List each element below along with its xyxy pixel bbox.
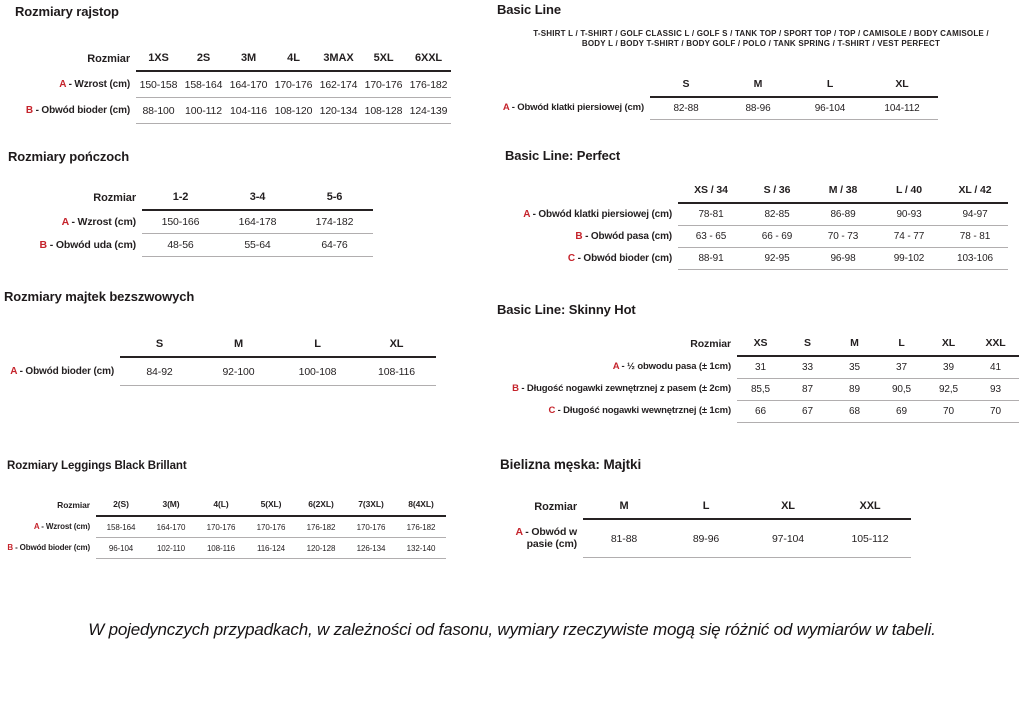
measure-key-letter: A <box>515 526 523 539</box>
size-table-basic-line <box>471 74 938 120</box>
size-value: 92-95 <box>744 248 810 270</box>
size-value: 176-182 <box>396 516 446 538</box>
size-value: 35 <box>831 356 878 379</box>
size-value: 70 <box>925 401 972 423</box>
size-value: 74 - 77 <box>876 226 942 248</box>
measure-key-letter: A <box>61 215 69 228</box>
measurement-label: A - Obwód bioder (cm) <box>10 365 114 377</box>
size-column-header: 4(L) <box>196 496 246 516</box>
size-value: 48-56 <box>142 234 219 257</box>
size-value: 41 <box>972 356 1019 379</box>
size-value: 176-182 <box>406 71 451 98</box>
size-column-header: 3M <box>226 48 271 71</box>
size-value: 97-104 <box>747 519 829 558</box>
section-title-rozmiary-majtek-bezszwowych: Rozmiary majtek bezszwowych <box>4 289 195 304</box>
size-column-header: XS / 34 <box>678 180 744 203</box>
measurement-label: C - Obwód bioder (cm) <box>567 252 672 264</box>
size-value: 55-64 <box>219 234 296 257</box>
measurement-label: A - Wzrost (cm) <box>59 78 130 90</box>
size-column-header: 5(XL) <box>246 496 296 516</box>
measurement-label: B - Obwód uda (cm) <box>39 238 136 251</box>
size-value: 170-176 <box>196 516 246 538</box>
size-column-header: XL <box>925 334 972 356</box>
size-value: 63 - 65 <box>678 226 744 248</box>
size-column-header: 2S <box>181 48 226 71</box>
size-column-header: S <box>650 74 722 97</box>
measurement-row <box>10 98 451 124</box>
measurement-row <box>0 538 446 559</box>
size-value: 93 <box>972 379 1019 401</box>
measurement-label: A - Wzrost (cm) <box>33 522 90 532</box>
measure-key-letter: A <box>59 78 66 90</box>
size-table-basic-line-skinny-hot <box>490 334 1019 423</box>
size-column-header: M <box>722 74 794 97</box>
measure-key-letter: A <box>612 360 620 372</box>
corner-label <box>471 74 650 97</box>
size-column-header: 7(3XL) <box>346 496 396 516</box>
measurement-row <box>0 357 436 386</box>
footnote: W pojedynczych przypadkach, w zależności od fasonu, wymiary rzeczywiste mogą się różnić od wymiarów w tabeli. <box>88 620 936 639</box>
size-value: 88-96 <box>722 97 794 120</box>
size-value: 31 <box>737 356 784 379</box>
measure-key-letter: B <box>512 383 519 395</box>
size-table-rozmiary-rajstop <box>10 48 451 124</box>
measurement-label: A - Wzrost (cm) <box>61 215 136 228</box>
size-column-header: 3(M) <box>146 496 196 516</box>
size-value: 162-174 <box>316 71 361 98</box>
section-title-rozmiary-rajstop: Rozmiary rajstop <box>15 4 119 19</box>
measurement-label: B - Obwód pasa (cm) <box>575 230 672 242</box>
size-value: 70 <box>972 401 1019 423</box>
size-value: 84-92 <box>120 357 199 386</box>
size-column-header: 8(4XL) <box>396 496 446 516</box>
size-value: 67 <box>784 401 831 423</box>
size-value: 94-97 <box>942 203 1008 226</box>
size-column-header: M / 38 <box>810 180 876 203</box>
size-value: 89-96 <box>665 519 747 558</box>
size-value: 99-102 <box>876 248 942 270</box>
corner-label <box>499 180 678 203</box>
measurement-label: B - Obwód bioder (cm) <box>7 543 90 553</box>
size-column-header: 3MAX <box>316 48 361 71</box>
size-table-rozmiary-leggings-black-brillant <box>0 496 446 559</box>
size-value: 108-120 <box>271 98 316 124</box>
size-value: 170-176 <box>271 71 316 98</box>
size-column-header: S <box>120 334 199 357</box>
size-column-header: 1-2 <box>142 187 219 210</box>
size-value: 90-93 <box>876 203 942 226</box>
basic-line-product-list: T-SHIRT L / T-SHIRT / GOLF CLASSIC L / GOLF S / TANK TOP / SPORT TOP / TOP / CAMISOLE / BODY CAMISOLE / BODY L / BODY T-SHIRT / BODY GOLF / POLO / TANK SPRING / T-SHIRT / VEST PERFECT <box>533 29 989 48</box>
size-value: 96-104 <box>96 538 146 559</box>
measurement-row <box>499 226 1008 248</box>
size-value: 100-108 <box>278 357 357 386</box>
measure-key-letter: B <box>7 543 13 553</box>
size-column-header: L <box>794 74 866 97</box>
measurement-label: A - Obwód klatki piersiowej (cm) <box>523 208 672 220</box>
size-value: 96-104 <box>794 97 866 120</box>
size-value: 103-106 <box>942 248 1008 270</box>
size-column-header: 1XS <box>136 48 181 71</box>
table-mount-rozmiary-majtek-bezszwowych <box>0 334 436 386</box>
size-value: 85,5 <box>737 379 784 401</box>
size-column-header: L <box>665 496 747 519</box>
size-column-header: L <box>278 334 357 357</box>
size-value: 78 - 81 <box>942 226 1008 248</box>
table-mount-basic-line-perfect <box>499 180 1008 270</box>
measure-key-letter: A <box>523 208 530 220</box>
corner-label: Rozmiar <box>87 53 130 65</box>
size-value: 158-164 <box>181 71 226 98</box>
measurement-row <box>20 234 373 257</box>
measurement-row <box>490 379 1019 401</box>
size-column-header: M <box>831 334 878 356</box>
section-title-rozmiary-leggings-black-brillant: Rozmiary Leggings Black Brillant <box>7 460 187 472</box>
size-value: 88-100 <box>136 98 181 124</box>
size-value: 150-158 <box>136 71 181 98</box>
size-column-header: XL <box>357 334 436 357</box>
size-value: 69 <box>878 401 925 423</box>
section-title-rozmiary-ponczoch: Rozmiary pończoch <box>8 149 130 164</box>
size-value: 82-88 <box>650 97 722 120</box>
size-value: 78-81 <box>678 203 744 226</box>
table-mount-rozmiary-leggings-black-brillant <box>0 496 446 559</box>
size-value: 176-182 <box>296 516 346 538</box>
size-column-header: M <box>583 496 665 519</box>
measure-key-letter: A <box>10 365 17 377</box>
size-value: 132-140 <box>396 538 446 559</box>
section-title-basic-line: Basic Line <box>497 2 562 17</box>
size-value: 124-139 <box>406 98 451 124</box>
size-value: 87 <box>784 379 831 401</box>
size-value: 89 <box>831 379 878 401</box>
measurement-row <box>506 519 911 558</box>
size-value: 66 <box>737 401 784 423</box>
size-column-header: XXL <box>972 334 1019 356</box>
measure-key-letter: B <box>25 104 33 116</box>
corner-label: Rozmiar <box>534 501 577 513</box>
size-value: 92,5 <box>925 379 972 401</box>
section-title-bielizna-meska-majtki: Bielizna męska: Majtki <box>500 457 642 472</box>
measurement-label: C - Długość nogawki wewnętrznej (± 1cm) <box>548 405 731 417</box>
size-value: 102-110 <box>146 538 196 559</box>
size-column-header: XS <box>737 334 784 356</box>
size-value: 92-100 <box>199 357 278 386</box>
size-value: 170-176 <box>361 71 406 98</box>
measure-key-letter: C <box>548 405 556 417</box>
size-table-bielizna-meska-majtki <box>506 496 911 558</box>
measurement-row <box>0 516 446 538</box>
size-value: 164-170 <box>146 516 196 538</box>
size-value: 164-178 <box>219 210 296 234</box>
size-column-header: 6(2XL) <box>296 496 346 516</box>
size-value: 108-116 <box>196 538 246 559</box>
size-value: 68 <box>831 401 878 423</box>
size-column-header: XL <box>866 74 938 97</box>
measurement-label: A - Obwód w pasie (cm) <box>515 526 577 551</box>
size-column-header: 5XL <box>361 48 406 71</box>
size-value: 81-88 <box>583 519 665 558</box>
size-value: 37 <box>878 356 925 379</box>
size-value: 70 - 73 <box>810 226 876 248</box>
measurement-row <box>10 71 451 98</box>
size-value: 120-134 <box>316 98 361 124</box>
size-value: 126-134 <box>346 538 396 559</box>
size-column-header: M <box>199 334 278 357</box>
size-value: 108-116 <box>357 357 436 386</box>
size-value: 116-124 <box>246 538 296 559</box>
size-value: 150-166 <box>142 210 219 234</box>
table-mount-basic-line <box>471 74 938 120</box>
measurement-row <box>490 401 1019 423</box>
corner-label: Rozmiar <box>93 192 136 204</box>
size-value: 158-164 <box>96 516 146 538</box>
measure-key-letter: B <box>575 230 583 242</box>
section-title-basic-line-skinny-hot: Basic Line: Skinny Hot <box>497 302 636 317</box>
measurement-row <box>490 356 1019 379</box>
size-value: 105-112 <box>829 519 911 558</box>
size-column-header: L / 40 <box>876 180 942 203</box>
size-value: 100-112 <box>181 98 226 124</box>
section-title-basic-line-perfect: Basic Line: Perfect <box>505 148 621 163</box>
size-column-header: XL <box>747 496 829 519</box>
table-mount-basic-line-skinny-hot <box>490 334 1019 423</box>
size-table-basic-line-perfect <box>499 180 1008 270</box>
table-mount-rozmiary-rajstop <box>10 48 451 124</box>
size-column-header: 5-6 <box>296 187 373 210</box>
size-column-header: 4L <box>271 48 316 71</box>
size-value: 164-170 <box>226 71 271 98</box>
size-column-header: L <box>878 334 925 356</box>
size-column-header: S <box>784 334 831 356</box>
measurement-label: B - Obwód bioder (cm) <box>25 104 130 116</box>
measurement-row <box>471 97 938 120</box>
measurement-row <box>499 248 1008 270</box>
measurement-label: B - Długość nogawki zewnętrznej z pasem (± 2cm) <box>512 383 731 395</box>
size-value: 104-116 <box>226 98 271 124</box>
size-value: 64-76 <box>296 234 373 257</box>
size-value: 90,5 <box>878 379 925 401</box>
size-column-header: 6XXL <box>406 48 451 71</box>
corner-label: Rozmiar <box>690 338 731 350</box>
size-column-header: 2(S) <box>96 496 146 516</box>
size-value: 170-176 <box>346 516 396 538</box>
size-table-rozmiary-ponczoch <box>20 187 373 257</box>
corner-label <box>0 334 120 357</box>
measurement-row <box>20 210 373 234</box>
size-value: 96-98 <box>810 248 876 270</box>
size-column-header: XXL <box>829 496 911 519</box>
size-value: 104-112 <box>866 97 938 120</box>
size-value: 66 - 69 <box>744 226 810 248</box>
measure-key-letter: A <box>33 522 40 532</box>
size-value: 33 <box>784 356 831 379</box>
size-value: 82-85 <box>744 203 810 226</box>
size-column-header: 3-4 <box>219 187 296 210</box>
size-value: 86-89 <box>810 203 876 226</box>
size-value: 88-91 <box>678 248 744 270</box>
table-mount-rozmiary-ponczoch <box>20 187 373 257</box>
measure-key-letter: C <box>567 252 575 264</box>
size-table-rozmiary-majtek-bezszwowych <box>0 334 436 386</box>
size-column-header: S / 36 <box>744 180 810 203</box>
corner-label: Rozmiar <box>57 500 90 510</box>
measurement-label: A - Obwód klatki piersiowej (cm) <box>502 101 644 113</box>
size-value: 108-128 <box>361 98 406 124</box>
measure-key-letter: B <box>39 238 47 251</box>
size-value: 39 <box>925 356 972 379</box>
size-value: 174-182 <box>296 210 373 234</box>
table-mount-bielizna-meska-majtki <box>506 496 911 558</box>
measurement-row <box>499 203 1008 226</box>
measurement-label: A - ½ obwodu pasa (± 1cm) <box>612 360 731 372</box>
size-column-header: XL / 42 <box>942 180 1008 203</box>
measure-key-letter: A <box>502 101 510 113</box>
size-value: 120-128 <box>296 538 346 559</box>
size-value: 170-176 <box>246 516 296 538</box>
